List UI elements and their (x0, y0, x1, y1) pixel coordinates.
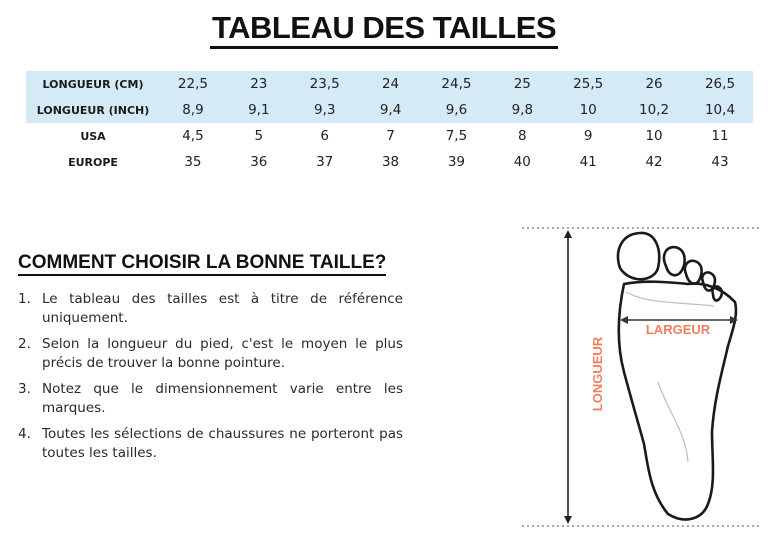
table-cell: 26,5 (687, 71, 753, 97)
list-item (18, 290, 403, 328)
foot-measurement-diagram (518, 222, 763, 532)
guide-heading: COMMENT CHOISIR LA BONNE TAILLE? (18, 252, 386, 274)
list-text: Le tableau des tailles est à titre de référence uniquement. (42, 291, 403, 326)
table-cell: 11 (711, 128, 729, 144)
foot-outline-icon (618, 233, 736, 519)
table-cell: 9,6 (424, 97, 490, 123)
table-cell: 43 (711, 154, 729, 170)
table-cell: 8,9 (160, 97, 226, 123)
table-cell: 41 (579, 154, 597, 170)
table-cell: 9,1 (226, 97, 292, 123)
list-number: 2. (18, 336, 31, 352)
guide-list (18, 290, 403, 470)
list-item (18, 425, 403, 463)
length-label: LONGUEUR (590, 336, 605, 412)
list-number: 1. (18, 291, 31, 307)
list-text: Notez que le dimensionnement varie entre les marques. (42, 381, 403, 416)
table-cell: 39 (447, 154, 466, 170)
table-cell: 25,5 (555, 71, 621, 97)
table-cell: 35 (184, 154, 202, 170)
row-label: EUROPE (68, 155, 118, 169)
table-cell: 40 (513, 154, 531, 170)
row-label: LONGUEUR (CM) (26, 71, 160, 97)
table-cell: 9,4 (358, 97, 424, 123)
table-cell: 4,5 (182, 128, 204, 144)
table-cell: 23 (226, 71, 292, 97)
table-cell: 24 (358, 71, 424, 97)
table-row-europe (26, 149, 753, 175)
width-label: LARGEUR (645, 322, 711, 337)
list-number: 3. (18, 381, 31, 397)
row-label: USA (80, 129, 106, 143)
table-cell: 25 (489, 71, 555, 97)
table-cell: 6 (320, 128, 329, 144)
table-cell: 24,5 (424, 71, 490, 97)
table-cell: 9,3 (292, 97, 358, 123)
table-cell: 10,2 (621, 97, 687, 123)
table-row-length-inch (26, 97, 753, 123)
table-cell: 26 (621, 71, 687, 97)
table-cell: 9 (583, 128, 593, 144)
table-cell: 9,8 (489, 97, 555, 123)
foot-inner-lines (626, 292, 714, 462)
table-cell: 7 (386, 128, 395, 144)
list-item (18, 335, 403, 373)
table-row-length-cm (26, 71, 753, 97)
page-title: TABLEAU DES TAILLES (0, 10, 768, 46)
table-cell: 10 (555, 97, 621, 123)
table-cell: 5 (254, 128, 264, 144)
list-text: Selon la longueur du pied, c'est le moyen le plus précis de trouver la bonne pointure. (42, 336, 403, 371)
table-cell: 7,5 (445, 128, 468, 144)
table-cell: 36 (250, 154, 268, 170)
list-item (18, 380, 403, 418)
table-cell: 10 (645, 128, 663, 144)
table-cell: 42 (645, 154, 663, 170)
table-cell: 10,4 (687, 97, 753, 123)
size-chart-table (26, 71, 753, 175)
table-cell: 23,5 (292, 71, 358, 97)
table-row-usa (26, 123, 753, 149)
list-number: 4. (18, 426, 31, 442)
table-cell: 38 (381, 154, 400, 170)
table-cell: 8 (518, 128, 527, 144)
row-label: LONGUEUR (INCH) (26, 97, 160, 123)
list-text: Toutes les sélections de chaussures ne porteront pas toutes les tailles. (42, 426, 403, 461)
table-cell: 22,5 (160, 71, 226, 97)
table-cell: 37 (316, 154, 334, 170)
